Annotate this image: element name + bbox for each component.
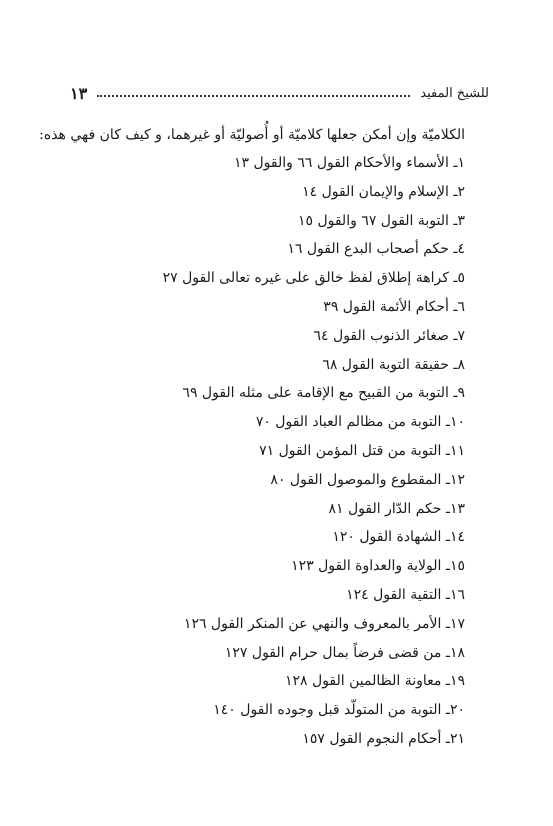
list-item: ٢ـ الإسلام والإيمان القول ١٤	[302, 183, 465, 200]
list-item: ١٩ـ معاونة الظالمين القول ١٢٨	[285, 673, 465, 690]
intro-paragraph: الكلاميّة وإن أمكن جعلها كلاميّة أو أُصوليّة أو غيرهما، و كيف كان فهي هذه:	[39, 127, 465, 143]
list-item: ١٦ـ التقية القول ١٢٤	[346, 586, 465, 603]
page-number: ١٣	[70, 83, 88, 103]
list-item: ٥ـ كراهة إطلاق لفظ خالق على غيره تعالى القول ٢٧	[162, 270, 465, 287]
list-item: ١٨ـ من قضى فرضاً بمال حرام القول ١٢٧	[224, 644, 465, 661]
dotted-leader	[97, 95, 410, 97]
list-item: ٢١ـ أحكام النجوم القول ١٥٧	[302, 730, 465, 747]
list-item: ٨ـ حقيقة التوبة القول ٦٨	[322, 356, 465, 373]
running-title: للشيخ المفيد	[420, 85, 489, 101]
list-item: ٤ـ حكم أصحاب البدع القول ١٦	[287, 241, 465, 258]
list-item: ١١ـ التوبة من قتل المؤمن القول ٧١	[259, 442, 465, 459]
list-item: ٩ـ التوبة من القبيح مع الإقامة على مثله القول ٦٩	[182, 385, 465, 402]
list-item: ١٠ـ التوبة من مظالم العباد القول ٧٠	[255, 414, 465, 431]
list-item: ١ـ الأسماء والأحكام القول ٦٦ والقول ١٣	[234, 155, 465, 171]
list-item: ٦ـ أحكام الأئمة القول ٣٩	[323, 298, 465, 315]
topic-list	[55, 153, 465, 758]
list-item: ١٤ـ الشهادة القول ١٢٠	[332, 529, 465, 546]
list-item: ١٧ـ الأمر بالمعروف والنهي عن المنكر القول ١٢٦	[183, 615, 465, 632]
page-header	[70, 82, 489, 104]
list-item: ٧ـ صغائر الذنوب القول ٦٤	[313, 327, 465, 344]
list-item: ١٢ـ المقطوع والموصول القول ٨٠	[270, 471, 465, 488]
list-item: ٢٠ـ التوبة من المتولّد قبل وجوده القول ١٤٠	[213, 702, 465, 719]
list-item: ١٣ـ حكم الدّار القول ٨١	[328, 500, 465, 517]
list-item: ٣ـ التوبة القول ٦٧ والقول ١٥	[297, 212, 465, 229]
list-item: ١٥ـ الولاية والعداوة القول ١٢٣	[291, 558, 465, 575]
